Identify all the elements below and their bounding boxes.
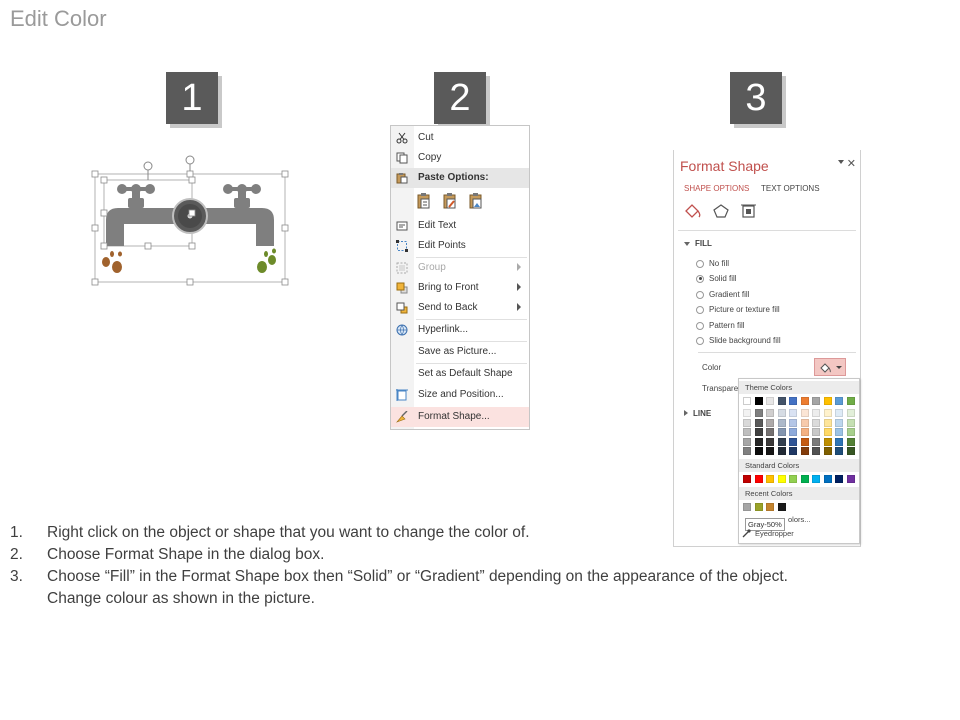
radio-no-fill[interactable] [696, 259, 729, 268]
color-swatch[interactable] [755, 438, 763, 446]
radio-slide-background-fill[interactable] [696, 336, 781, 345]
color-swatch[interactable] [824, 475, 832, 483]
instruction-item [10, 588, 950, 610]
color-swatch[interactable] [824, 447, 832, 455]
bring-to-front-icon [396, 282, 408, 294]
color-swatch[interactable] [801, 397, 809, 405]
color-swatch[interactable] [812, 419, 820, 427]
recent-colors-header: Recent Colors [739, 487, 859, 500]
recent-color-swatch[interactable] [755, 503, 763, 511]
menu-item-save-as-picture[interactable] [391, 342, 529, 362]
color-swatch[interactable] [755, 409, 763, 417]
menu-item-copy[interactable] [391, 148, 529, 168]
color-swatch[interactable] [835, 419, 843, 427]
color-swatch[interactable] [812, 397, 820, 405]
step-number-1: 1 [166, 72, 218, 124]
color-swatch[interactable] [789, 419, 797, 427]
menu-item-hyperlink[interactable] [391, 320, 529, 340]
color-swatch[interactable] [812, 447, 820, 455]
group-icon [396, 262, 408, 274]
chevron-down-icon [836, 366, 842, 369]
color-swatch[interactable] [847, 397, 855, 405]
color-swatch[interactable] [789, 409, 797, 417]
paste-as-picture-icon[interactable] [468, 192, 484, 210]
menu-item-label: Hyperlink... [418, 324, 469, 335]
color-swatch[interactable] [778, 397, 786, 405]
color-swatch[interactable] [743, 475, 751, 483]
radio-dot[interactable] [696, 322, 704, 330]
radio-label: Solid fill [709, 274, 737, 283]
radio-label: Gradient fill [709, 290, 750, 299]
radio-solid-fill[interactable] [696, 274, 737, 283]
radio-dot[interactable] [696, 337, 704, 345]
paste-keep-formatting-icon[interactable] [416, 192, 432, 210]
color-swatch[interactable] [835, 438, 843, 446]
more-colors-link[interactable]: olors... [788, 515, 811, 524]
standard-colors-header: Standard Colors [739, 459, 859, 472]
color-swatch[interactable] [835, 447, 843, 455]
effects-pentagon-icon[interactable] [714, 205, 728, 217]
color-swatch[interactable] [789, 428, 797, 436]
color-swatch[interactable] [824, 409, 832, 417]
size-position-icon [396, 389, 408, 401]
color-swatch[interactable] [778, 447, 786, 455]
pane-divider [678, 230, 856, 231]
color-swatch[interactable] [835, 409, 843, 417]
submenu-arrow-icon [517, 283, 521, 291]
shape-options-icon-row [684, 202, 764, 220]
color-swatch[interactable] [847, 475, 855, 483]
paste-icon [396, 172, 408, 184]
scissors-icon [396, 132, 408, 144]
radio-label: Slide background fill [709, 336, 781, 345]
color-swatch[interactable] [778, 409, 786, 417]
menu-item-label: Paste Options: [418, 172, 489, 183]
radio-dot-selected[interactable] [696, 275, 704, 283]
fill-color-button[interactable] [814, 358, 846, 376]
color-swatch[interactable] [801, 438, 809, 446]
recent-color-swatch[interactable] [778, 503, 786, 511]
slide-title: Edit Color [10, 6, 107, 31]
color-swatch[interactable] [766, 447, 774, 455]
menu-item-size-and-position[interactable] [391, 385, 529, 405]
color-swatch[interactable] [766, 397, 774, 405]
color-swatch[interactable] [835, 397, 843, 405]
drops-green-icon [257, 249, 276, 274]
color-swatch[interactable] [766, 419, 774, 427]
selected-tap-shape[interactable] [90, 150, 290, 290]
instruction-item [10, 566, 950, 588]
menu-item-edit-text[interactable] [391, 216, 529, 236]
color-swatch[interactable] [812, 409, 820, 417]
menu-item-label: Group [418, 262, 446, 273]
copy-icon [396, 152, 408, 164]
color-swatch[interactable] [801, 447, 809, 455]
menu-item-bring-to-front[interactable] [391, 278, 529, 298]
color-swatch[interactable] [789, 475, 797, 483]
color-swatch[interactable] [801, 475, 809, 483]
color-swatch[interactable] [755, 447, 763, 455]
radio-pattern-fill[interactable] [696, 321, 745, 330]
instruction-number: 1. [10, 524, 23, 541]
color-swatch[interactable] [801, 409, 809, 417]
menu-item-send-to-back[interactable] [391, 298, 529, 318]
paste-options-row [416, 190, 486, 212]
theme-colors-header: Theme Colors [739, 381, 859, 394]
color-swatch[interactable] [847, 447, 855, 455]
color-swatch[interactable] [847, 428, 855, 436]
menu-item-label: Copy [418, 152, 442, 163]
size-properties-icon[interactable] [741, 205, 756, 217]
color-swatch[interactable] [755, 397, 763, 405]
rotation-handle-left [144, 162, 152, 180]
color-swatch[interactable] [778, 419, 786, 427]
menu-item-label: Size and Position... [418, 389, 504, 400]
pane-divider [698, 352, 856, 353]
color-swatch[interactable] [778, 428, 786, 436]
color-swatch[interactable] [766, 438, 774, 446]
color-label: Color [702, 363, 722, 372]
menu-item-label: Edit Points [418, 240, 466, 251]
instruction-text: Choose Format Shape in the dialog box. [47, 546, 325, 563]
recent-color-swatch[interactable] [766, 503, 774, 511]
menu-item-format-shape[interactable] [391, 407, 529, 427]
edit-text-icon [396, 220, 408, 232]
color-swatch[interactable] [812, 438, 820, 446]
color-swatch[interactable] [824, 397, 832, 405]
instruction-number: 3. [10, 568, 23, 585]
radio-label: Picture or texture fill [709, 305, 780, 314]
close-icon[interactable]: ✕ [846, 158, 856, 170]
color-swatch[interactable] [847, 419, 855, 427]
color-swatch[interactable] [789, 438, 797, 446]
instruction-text: Choose “Fill” in the Format Shape box then “Solid” or “Gradient” depending on the appearance of the object. [47, 568, 788, 585]
context-menu [390, 125, 530, 430]
eyedropper-label: Eyedropper [755, 529, 794, 538]
instruction-text: Change colour as shown in the picture. [47, 590, 315, 607]
format-pane-title: Format Shape [680, 158, 769, 174]
format-shape-icon [396, 411, 408, 423]
radio-dot[interactable] [696, 260, 704, 268]
step-number-3: 3 [730, 72, 782, 124]
color-swatch[interactable] [766, 428, 774, 436]
instruction-item [10, 544, 950, 566]
color-swatch[interactable] [812, 475, 820, 483]
menu-item-label: Bring to Front [418, 282, 479, 293]
radio-gradient-fill[interactable] [696, 290, 749, 299]
instruction-number [10, 588, 47, 610]
instruction-list [10, 522, 950, 610]
pane-options-dropdown-icon[interactable] [838, 160, 844, 164]
submenu-arrow-icon [517, 303, 521, 311]
radio-dot[interactable] [696, 291, 704, 299]
fill-section-label: FILL [695, 239, 712, 248]
collapse-icon [684, 242, 690, 246]
color-swatch[interactable] [755, 428, 763, 436]
menu-item-label: Edit Text [418, 220, 457, 231]
color-swatch[interactable] [743, 397, 751, 405]
radio-label: Pattern fill [709, 321, 745, 330]
color-swatch[interactable] [778, 475, 786, 483]
color-swatch[interactable] [835, 428, 843, 436]
edit-points-icon [396, 240, 408, 252]
color-swatch[interactable] [789, 397, 797, 405]
color-swatch[interactable] [789, 447, 797, 455]
menu-item-group[interactable] [391, 258, 529, 278]
menu-header-paste-options [391, 168, 529, 188]
menu-item-label: Send to Back [418, 302, 478, 313]
tab-shape-options[interactable]: SHAPE OPTIONS [684, 184, 750, 193]
color-swatch[interactable] [766, 409, 774, 417]
menu-item-label: Save as Picture... [418, 346, 497, 357]
paint-bucket-icon [819, 362, 831, 373]
menu-item-label: Set as Default Shape [418, 368, 513, 379]
color-swatch[interactable] [801, 428, 809, 436]
drops-brown-icon [102, 251, 122, 273]
menu-item-edit-points[interactable] [391, 236, 529, 256]
recent-color-swatch[interactable] [743, 503, 751, 511]
color-swatch[interactable] [743, 419, 751, 427]
menu-item-cut[interactable] [391, 128, 529, 148]
color-swatch[interactable] [812, 428, 820, 436]
radio-dot[interactable] [696, 306, 704, 314]
color-swatch[interactable] [835, 475, 843, 483]
color-swatch[interactable] [824, 419, 832, 427]
radio-label: No fill [709, 259, 730, 268]
color-swatch[interactable] [824, 438, 832, 446]
line-section-header[interactable] [684, 409, 711, 418]
color-swatch[interactable] [743, 447, 751, 455]
radio-picture-texture-fill[interactable] [696, 305, 780, 314]
instruction-item [10, 522, 950, 544]
tab-text-options[interactable]: TEXT OPTIONS [761, 184, 820, 193]
transparency-label: Transpare [702, 384, 739, 393]
menu-item-set-default-shape[interactable] [391, 364, 529, 384]
menu-item-label: Format Shape... [418, 411, 490, 422]
color-swatch[interactable] [743, 428, 751, 436]
expand-icon [684, 410, 688, 416]
color-swatch[interactable] [778, 438, 786, 446]
color-swatch[interactable] [847, 438, 855, 446]
swatch-tooltip: Gray-50% [745, 518, 785, 531]
instruction-text: Right click on the object or shape that you want to change the color of. [47, 524, 530, 541]
color-swatch[interactable] [801, 419, 809, 427]
color-swatch[interactable] [755, 419, 763, 427]
paste-destination-theme-icon[interactable] [442, 192, 458, 210]
step-number-2: 2 [434, 72, 486, 124]
line-section-label: LINE [693, 409, 712, 418]
color-swatch[interactable] [766, 475, 774, 483]
color-swatch[interactable] [743, 438, 751, 446]
send-to-back-icon [396, 302, 408, 314]
color-swatch[interactable] [847, 409, 855, 417]
color-swatch[interactable] [824, 428, 832, 436]
instruction-number: 2. [10, 546, 23, 563]
fill-line-icon[interactable] [686, 205, 700, 217]
hyperlink-icon [396, 324, 408, 336]
submenu-arrow-icon [517, 263, 521, 271]
color-swatch[interactable] [755, 475, 763, 483]
color-swatch[interactable] [743, 409, 751, 417]
fill-section-header[interactable] [684, 239, 712, 248]
menu-item-label: Cut [418, 132, 434, 143]
